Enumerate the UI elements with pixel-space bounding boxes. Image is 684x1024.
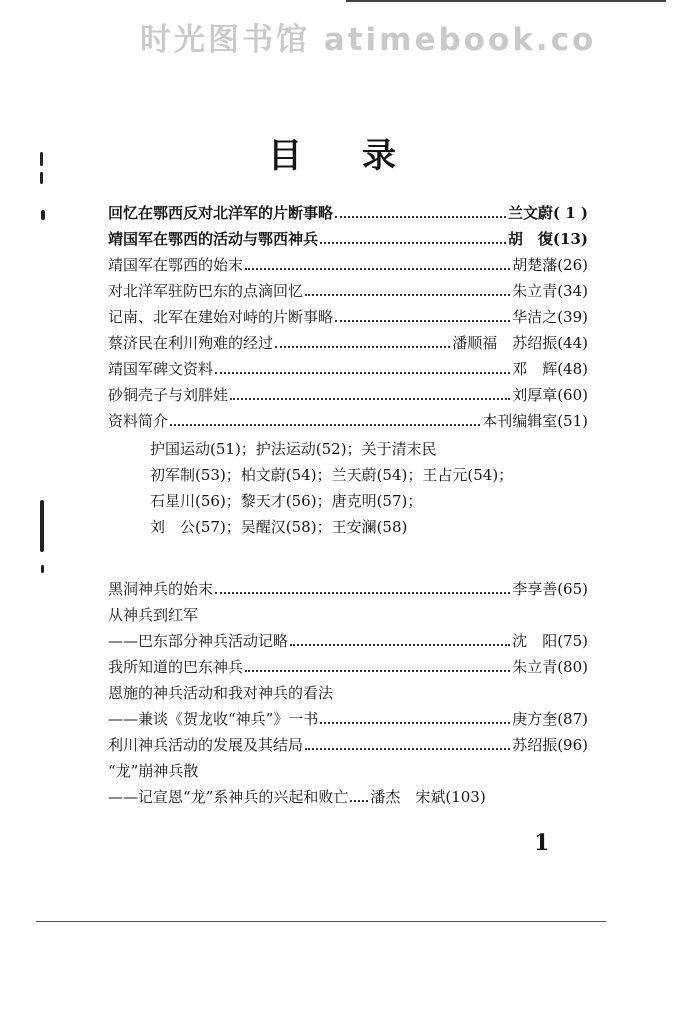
toc-entry bbox=[108, 408, 588, 434]
toc-entry bbox=[108, 356, 588, 382]
toc-entry bbox=[108, 654, 588, 680]
toc-entry bbox=[108, 304, 588, 330]
toc-entry-page: (96) bbox=[557, 736, 588, 754]
toc-entry-author: 苏绍振 bbox=[512, 736, 558, 754]
scan-speck bbox=[40, 500, 44, 552]
toc-entry bbox=[108, 382, 588, 408]
toc-entry bbox=[108, 252, 588, 278]
toc-entry-author: 兰文蔚 bbox=[507, 204, 553, 222]
dot-leader bbox=[245, 252, 510, 270]
toc-entry-title: 回忆在鄂西反对北洋军的片断事略 bbox=[108, 204, 334, 222]
toc-entry-page: (65) bbox=[557, 580, 588, 598]
toc-entry-author: 沈 阳 bbox=[512, 632, 558, 650]
toc-entry bbox=[108, 576, 588, 602]
toc-entry bbox=[108, 226, 588, 252]
toc-entry-title: 利川神兵活动的发展及其结局 bbox=[108, 736, 304, 754]
scan-speck bbox=[40, 152, 43, 166]
toc-entry bbox=[108, 200, 588, 226]
dot-leader bbox=[230, 382, 510, 400]
toc-entry-author: 本刊编辑室 bbox=[482, 412, 558, 430]
dot-leader bbox=[305, 278, 510, 296]
toc-entry-title: 砂铜壳子与刘胖娃 bbox=[108, 386, 229, 404]
brief-line: 初军制(53)；柏文蔚(54)；兰天蔚(54)；王占元(54)； bbox=[150, 466, 514, 484]
dot-leader bbox=[215, 356, 510, 374]
toc-entry-page: (13) bbox=[552, 230, 588, 248]
toc-entry-title: ——记宣恩“龙”系神兵的兴起和败亡 bbox=[108, 788, 349, 806]
toc-entry-title: 记南、北军在建始对峙的片断事略 bbox=[108, 308, 334, 326]
scan-speck bbox=[41, 210, 45, 220]
scan-speck bbox=[40, 172, 43, 184]
toc-entry-author: 胡 復 bbox=[507, 230, 553, 248]
dot-leader bbox=[305, 732, 510, 750]
toc-entry bbox=[108, 278, 588, 304]
watermark: 时光图书馆 atimebook.co bbox=[140, 22, 597, 58]
brief-line: 石星川(56)；黎天才(56)；唐克明(57)； bbox=[150, 492, 423, 510]
page-number: 1 bbox=[534, 830, 550, 856]
toc-entry-title: 靖国军在鄂西的活动与鄂西神兵 bbox=[108, 230, 319, 248]
dot-leader bbox=[275, 330, 450, 348]
toc-entry-title: ——巴东部分神兵活动记略 bbox=[108, 632, 289, 650]
toc-entry-page: (44) bbox=[557, 334, 588, 352]
bottom-rule bbox=[36, 921, 606, 922]
toc-entry-title: 靖国军在鄂西的始末 bbox=[108, 256, 244, 274]
dot-leader bbox=[335, 200, 506, 218]
toc-entry-page: (51) bbox=[557, 412, 588, 430]
toc-entry-page: (26) bbox=[557, 256, 588, 274]
toc-entry-author: 邓 辉 bbox=[512, 360, 558, 378]
dot-leader bbox=[215, 576, 510, 594]
dot-leader bbox=[350, 784, 368, 802]
toc-entry-author: 潘杰 宋斌 bbox=[370, 788, 446, 806]
dot-leader bbox=[320, 706, 510, 724]
toc-entry-page: (39) bbox=[557, 308, 588, 326]
toc-entry-page: ( 1 ) bbox=[552, 204, 588, 222]
brief-line: 护国运动(51)；护法运动(52)；关于清末民 bbox=[150, 440, 437, 458]
scan-speck bbox=[41, 565, 44, 573]
toc-entry-page: (87) bbox=[557, 710, 588, 728]
toc-entry-author: 潘顺福 苏绍振 bbox=[452, 334, 558, 352]
toc-entry-title: 靖国军碑文资料 bbox=[108, 360, 214, 378]
toc-entry-author: 李享善 bbox=[512, 580, 558, 598]
toc-entry bbox=[108, 330, 588, 356]
dot-leader bbox=[245, 654, 510, 672]
toc-entry bbox=[108, 628, 588, 654]
toc-heading: 从神兵到红军 bbox=[108, 606, 199, 624]
toc-entry-page: (34) bbox=[557, 282, 588, 300]
toc-entry bbox=[108, 784, 588, 810]
dot-leader bbox=[320, 226, 506, 244]
toc-entry-author: 朱立青 bbox=[512, 282, 558, 300]
toc-entry bbox=[108, 732, 588, 758]
dot-leader bbox=[170, 408, 480, 426]
dot-leader bbox=[335, 304, 510, 322]
toc-entry bbox=[108, 706, 588, 732]
toc-entry-page: (48) bbox=[557, 360, 588, 378]
toc-entry-title: 蔡济民在利川殉难的经过 bbox=[108, 334, 274, 352]
top-rule bbox=[346, 0, 666, 2]
toc-entry-page: (80) bbox=[557, 658, 588, 676]
resource-briefs bbox=[108, 436, 588, 540]
toc-entry-page: (75) bbox=[557, 632, 588, 650]
toc-heading: “龙”崩神兵散 bbox=[108, 762, 199, 780]
toc-entry-author: 刘厚章 bbox=[512, 386, 558, 404]
toc-group-1 bbox=[108, 200, 588, 434]
page-title: 目录 bbox=[268, 136, 456, 176]
toc-entry-title: ——兼谈《贺龙收“神兵”》一书 bbox=[108, 710, 319, 728]
toc-group-2 bbox=[108, 576, 588, 810]
toc-entry-title: 我所知道的巴东神兵 bbox=[108, 658, 244, 676]
toc-entry-page: (60) bbox=[557, 386, 588, 404]
toc-entry-author: 华洁之 bbox=[512, 308, 558, 326]
dot-leader bbox=[290, 628, 510, 646]
toc-entry-author: 胡楚藩 bbox=[512, 256, 558, 274]
toc-entry-title: 对北洋军驻防巴东的点滴回忆 bbox=[108, 282, 304, 300]
brief-line: 刘 公(57)；吴醒汉(58)；王安澜(58) bbox=[150, 518, 408, 536]
toc-entry-title: 资料简介 bbox=[108, 412, 169, 430]
toc-entry-title: 黑洞神兵的始末 bbox=[108, 580, 214, 598]
toc-heading: 恩施的神兵活动和我对神兵的看法 bbox=[108, 684, 334, 702]
toc-entry-page: (103) bbox=[445, 788, 486, 806]
toc-entry-author: 庚方奎 bbox=[512, 710, 558, 728]
toc-entry-author: 朱立青 bbox=[512, 658, 558, 676]
